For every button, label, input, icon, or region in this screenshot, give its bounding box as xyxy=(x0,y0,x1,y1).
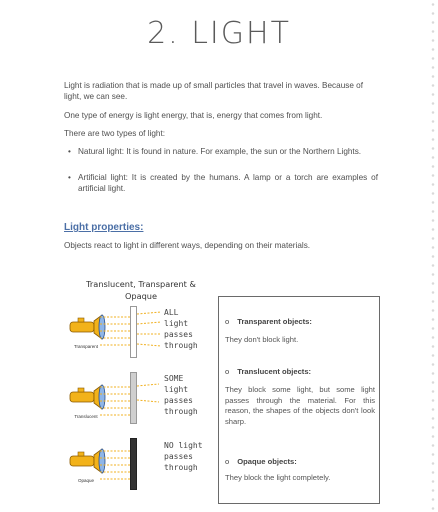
translucent-label: Translucent xyxy=(74,414,98,419)
translucent-heading: o Translucent objects: xyxy=(225,367,375,378)
transparent-barrier xyxy=(130,306,137,358)
caption-line: through xyxy=(164,341,198,350)
figure-title-line-1: Translucent, Transparent & xyxy=(86,279,196,289)
translucent-barrier xyxy=(130,372,137,424)
translucent-description: They block some light, but some light passes through the material. For this reason, the shapes of the objects don't look sharp. xyxy=(225,385,375,426)
properties-text: Objects react to light in different ways, depending on their materials. xyxy=(64,241,311,250)
transparent-heading: o Transparent objects: xyxy=(225,317,375,328)
figure-title-line-2: Opaque xyxy=(124,291,158,301)
light-rays-icon xyxy=(100,448,130,482)
intro-paragraph-2: One type of energy is light energy, that is, energy that comes from light. xyxy=(64,111,323,120)
caption-line: passes xyxy=(164,396,193,405)
figure-title xyxy=(66,278,216,302)
bullet-natural-light: • Natural light: It is found in nature. For example, the sun or the Northern Lights. xyxy=(78,146,378,157)
opaque-heading: o Opaque objects: xyxy=(225,457,375,468)
caption-line: light xyxy=(164,319,189,328)
opaque-label: Opaque xyxy=(77,478,94,483)
transparent-label: Transparent xyxy=(73,344,99,349)
intro-paragraph-3: There are two types of light: xyxy=(64,129,166,138)
caption-line: ALL xyxy=(164,308,179,317)
passing-rays-icon xyxy=(137,378,163,418)
caption-line: SOME xyxy=(164,374,184,383)
caption-line: passes xyxy=(164,452,193,461)
section-heading: Light properties: xyxy=(64,222,144,233)
bullet-artificial-light: • Artificial light: It is created by the humans. A lamp or a torch are examples of artificial light. xyxy=(78,172,378,194)
caption-line: passes xyxy=(164,330,193,339)
opaque-description: They block the light completely. xyxy=(225,473,331,482)
caption-line: NO light xyxy=(164,441,203,450)
object-types-panel xyxy=(218,296,380,504)
light-rays-icon xyxy=(100,384,130,418)
caption-line: through xyxy=(164,407,198,416)
opaque-caption xyxy=(164,440,216,473)
passing-rays-icon xyxy=(137,310,163,350)
page-title: 2. LIGHT xyxy=(147,16,291,51)
opaque-barrier xyxy=(130,438,137,490)
transparent-description: They don't block light. xyxy=(225,335,299,344)
page-edge-dots xyxy=(430,0,436,512)
transparent-caption xyxy=(164,307,216,351)
caption-line: through xyxy=(164,463,198,472)
translucent-caption xyxy=(164,373,216,417)
caption-line: light xyxy=(164,385,189,394)
light-rays-icon xyxy=(100,314,130,348)
intro-paragraph-1: Light is radiation that is made up of small particles that travel in waves. Because of light, we can see. xyxy=(64,81,363,101)
